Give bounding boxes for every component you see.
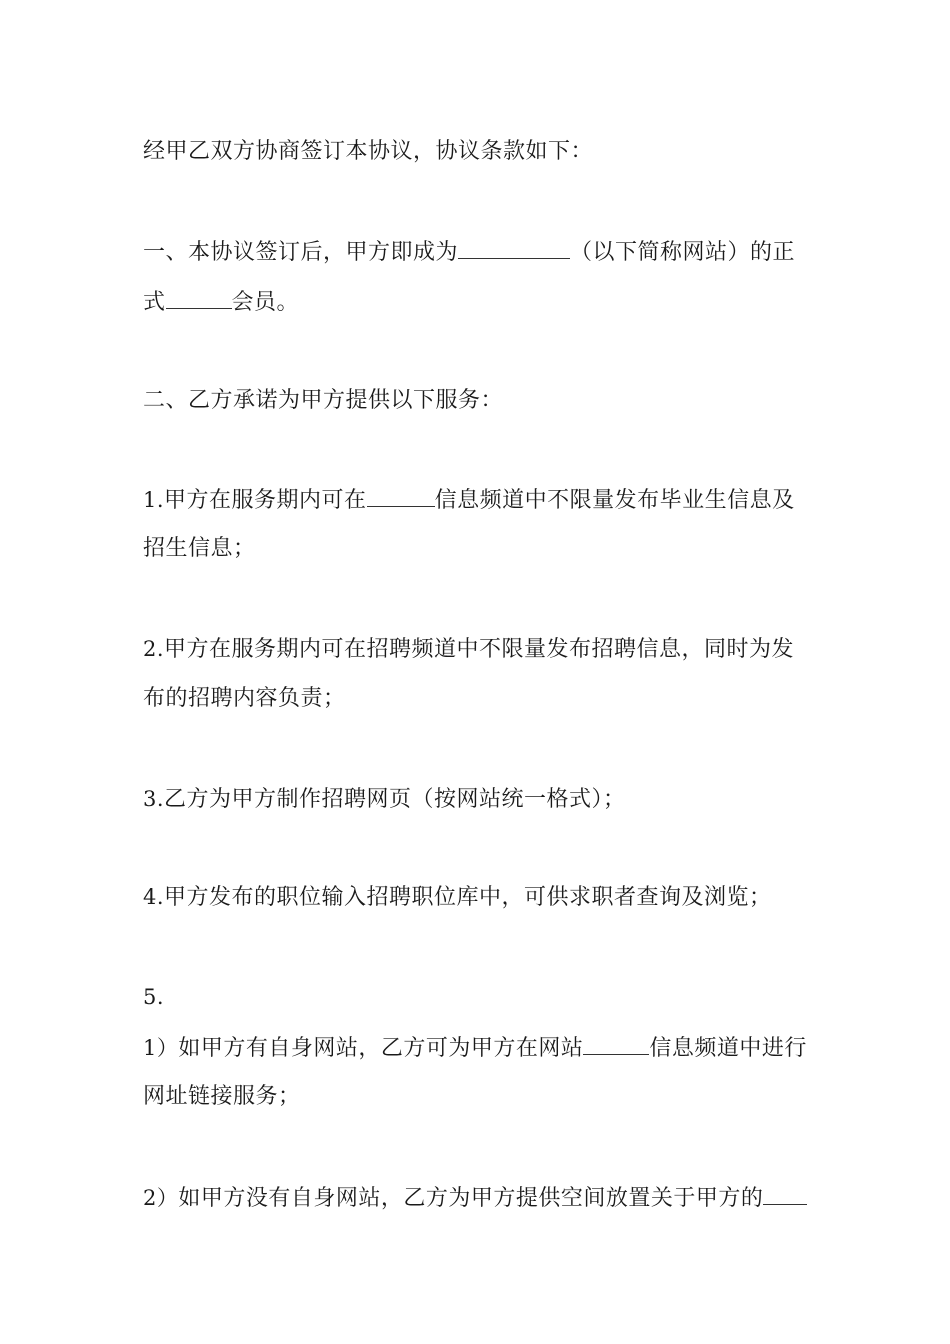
item-1-line-2 bbox=[143, 534, 823, 564]
clause-1-text-a: 一、本协议签订后，甲方即成为 bbox=[143, 240, 459, 265]
item-5-sub-1-number: 1） bbox=[143, 1036, 179, 1060]
clause-1-text-c: 式 bbox=[143, 290, 166, 315]
fill-in-blank bbox=[367, 484, 435, 507]
item-1-number: 1. bbox=[143, 488, 165, 512]
item-4-number: 4. bbox=[143, 885, 165, 909]
fill-in-blank bbox=[583, 1032, 649, 1055]
item-2-text-b: 布的招聘内容负责； bbox=[143, 686, 346, 711]
item-4-text: 甲方发布的职位输入招聘职位库中，可供求职者查询及浏览； bbox=[164, 885, 772, 910]
item-5-number: 5. bbox=[143, 985, 165, 1009]
item-2-line-2 bbox=[143, 684, 823, 714]
clause-1-line-1 bbox=[143, 236, 823, 268]
item-5-sub-1-text-a: 如甲方有自身网站，乙方可为甲方在网站 bbox=[178, 1036, 584, 1061]
item-5-sub-1-text-b: 信息频道中进行 bbox=[649, 1036, 807, 1061]
item-5-sub-2-line-1 bbox=[143, 1182, 823, 1214]
clause-2-heading bbox=[143, 386, 823, 416]
item-1-text-b: 信息频道中不限量发布毕业生信息及 bbox=[434, 488, 795, 513]
item-3-number: 3. bbox=[143, 787, 165, 811]
fill-in-blank bbox=[166, 286, 232, 309]
item-1-text-c: 招生信息； bbox=[143, 536, 256, 561]
item-2-text-a: 甲方在服务期内可在招聘频道中不限量发布招聘信息，同时为发 bbox=[164, 637, 795, 662]
item-3-text: 乙方为甲方制作招聘网页（按网站统一格式）； bbox=[164, 787, 626, 812]
intro-text: 经甲乙双方协商签订本协议，协议条款如下： bbox=[143, 139, 594, 164]
item-1-text-a: 甲方在服务期内可在 bbox=[164, 488, 367, 513]
clause-2-heading-text: 二、乙方承诺为甲方提供以下服务： bbox=[143, 388, 504, 413]
item-5-sub-2-number: 2） bbox=[143, 1186, 179, 1210]
item-3-line-1 bbox=[143, 784, 823, 815]
intro-paragraph bbox=[143, 137, 823, 167]
item-1-line-1 bbox=[143, 484, 823, 516]
item-5-sub-2-text: 如甲方没有自身网站，乙方为甲方提供空间放置关于甲方的 bbox=[178, 1186, 764, 1211]
item-2-line-1 bbox=[143, 634, 823, 665]
clause-1-text-d: 会员。 bbox=[231, 290, 300, 315]
fill-in-blank bbox=[458, 236, 570, 259]
item-4-line-1 bbox=[143, 882, 823, 913]
item-5-sub-1-line-1 bbox=[143, 1032, 823, 1064]
fill-in-blank bbox=[763, 1182, 807, 1205]
item-5-sub-1-line-2 bbox=[143, 1082, 823, 1112]
item-5-number-line bbox=[143, 982, 823, 1013]
item-5-sub-1-text-c: 网址链接服务； bbox=[143, 1084, 301, 1109]
clause-1-text-b: （以下简称网站）的正 bbox=[570, 240, 796, 265]
item-2-number: 2. bbox=[143, 637, 165, 661]
clause-1-line-2 bbox=[143, 286, 823, 318]
